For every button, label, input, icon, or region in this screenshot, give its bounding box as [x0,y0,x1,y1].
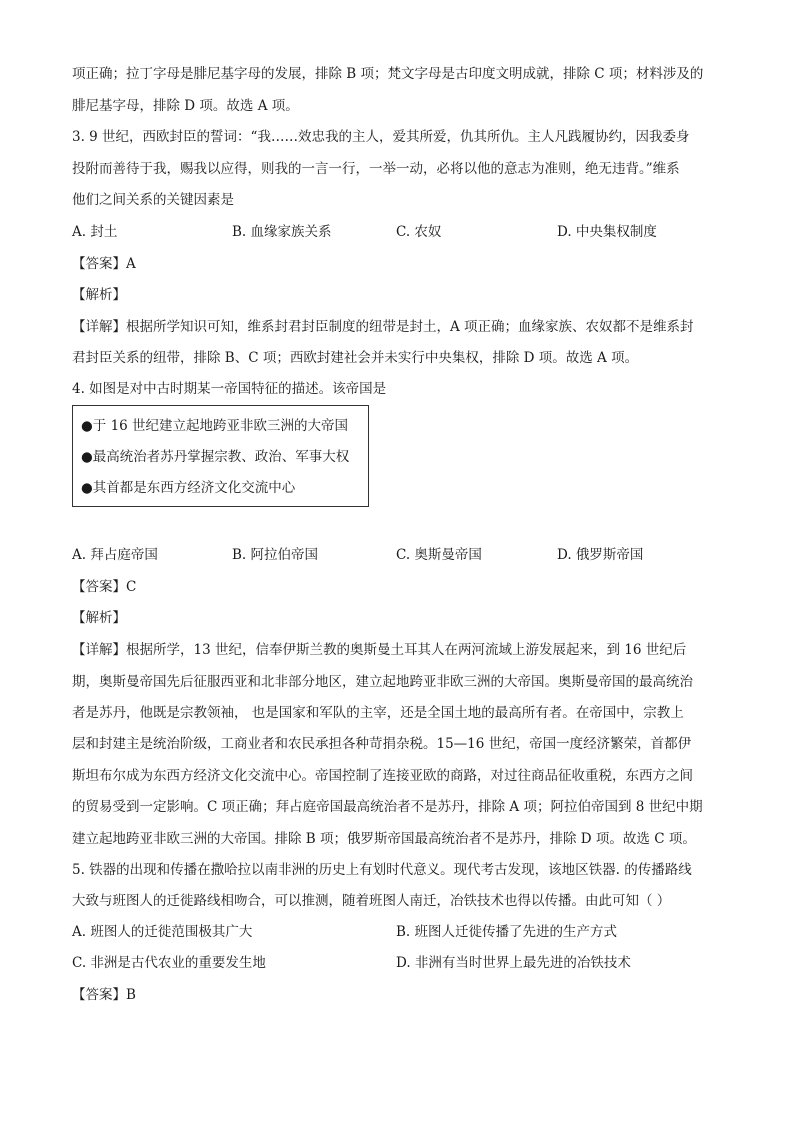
q4-detail-line-2: 期，奥斯曼帝国先后征服西亚和北非部分地区，建立起地跨亚非欧三洲的大帝国。奥斯曼帝国的最高统治 [72,674,693,690]
q4-detail-line-5: 斯坦布尔成为东西方经济文化交流中心。帝国控制了连接亚欧的商路，对过往商品征收重税，东西方之间 [72,768,693,784]
q3-option-a: A. 封土 [72,224,118,240]
q3-answer: 【答案】A [72,256,136,272]
q4-detail-line-3: 者是苏丹，他既是宗教领袖， 也是国家和军队的主宰，还是全国土地的最高所有者。在帝国中，宗教上 [72,705,684,721]
q5-option-c: C. 非洲是古代农业的重要发生地 [72,955,266,971]
q3-detail-line-2: 君封臣关系的纽带，排除 B、C 项；西欧封建社会并未实行中央集权，排除 D 项。故选 A 项。 [72,350,639,366]
q3-option-c: C. 农奴 [396,224,442,240]
q4-detail-line-1: 【详解】根据所学，13 世纪，信奉伊斯兰教的奥斯曼土耳其人在两河流域上游发展起来，到 16 世纪后 [72,642,687,658]
q5-option-d: D. 非洲有当时世界上最先进的冶铁技术 [396,955,631,971]
q4-option-d: D. 俄罗斯帝国 [557,547,644,563]
q5-answer: 【答案】B [72,987,136,1003]
q4-detail-line-7: 建立起地跨亚非欧三洲的大帝国。排除 B 项；俄罗斯帝国最高统治者不是苏丹，排除 D 项。故选 C 项。 [72,831,696,847]
q4-detail-line-6: 的贸易受到一定影响。C 项正确；拜占庭帝国最高统治者不是苏丹，排除 A 项；阿拉伯帝国到 8 世纪中期 [72,799,703,815]
q5-stem-line-1: 5. 铁器的出现和传播在撒哈拉以南非洲的历史上有划时代意义。现代考古发现，该地区铁器. 的传播路线 [72,862,692,878]
q3-detail-line-1: 【详解】根据所学知识可知，维系封君封臣制度的纽带是封土，A 项正确；血缘家族、农奴都不是维系封 [72,319,694,335]
q5-option-a: A. 班图人的迁徙范围极其广大 [72,924,253,940]
q4-option-a: A. 拜占庭帝国 [72,547,158,563]
q5-option-b: B. 班图人迁徙传播了先进的生产方式 [396,924,618,940]
q4-stem: 4. 如图是对中古时期某一帝国特征的描述。该帝国是 [72,381,387,397]
q4-box-line-3: ●其首都是东西方经济文化交流中心 [81,480,296,496]
q5-stem-line-2: 大致与班图人的迁徙路线相吻合，可以推测，随着班图人南迁，冶铁技术也得以传播。由此可知（ ） [72,893,671,909]
q4-description-box [72,405,369,507]
q4-answer: 【答案】C [72,579,137,595]
q4-box-line-1: ●于 16 世纪建立起地跨亚非欧三洲的大帝国 [81,418,349,434]
prev-detail-line-1: 项正确；拉丁字母是腓尼基字母的发展，排除 B 项；梵文字母是古印度文明成就，排除 C 项；材料涉及的 [72,66,704,82]
q4-analysis-label: 【解析】 [72,610,126,626]
q3-option-b: B. 血缘家族关系 [232,224,332,240]
q4-box-line-2: ●最高统治者苏丹掌握宗教、政治、军事大权 [81,449,350,465]
q4-option-b: B. 阿拉伯帝国 [232,547,319,563]
q4-detail-line-4: 层和封建主是统治阶级，工商业者和农民承担各种苛捐杂税。15—16 世纪，帝国一度经济繁荣，首都伊 [72,736,692,752]
q4-option-c: C. 奥斯曼帝国 [396,547,482,563]
q3-option-d: D. 中央集权制度 [557,224,657,240]
q3-stem-line-1: 3. 9 世纪，西欧封臣的誓词：“我……效忠我的主人，爱其所爱，仇其所仇。主人凡践履协约，因我委身 [72,129,690,145]
q3-stem-line-2: 投附而善待于我，赐我以应得，则我的一言一行，一举一动，必将以他的意志为准则，绝无违背。”维系 [72,161,680,177]
q3-stem-line-3: 他们之间关系的关键因素是 [72,192,234,208]
q3-analysis-label: 【解析】 [72,287,126,303]
prev-detail-line-2: 腓尼基字母，排除 D 项。故选 A 项。 [72,98,299,114]
